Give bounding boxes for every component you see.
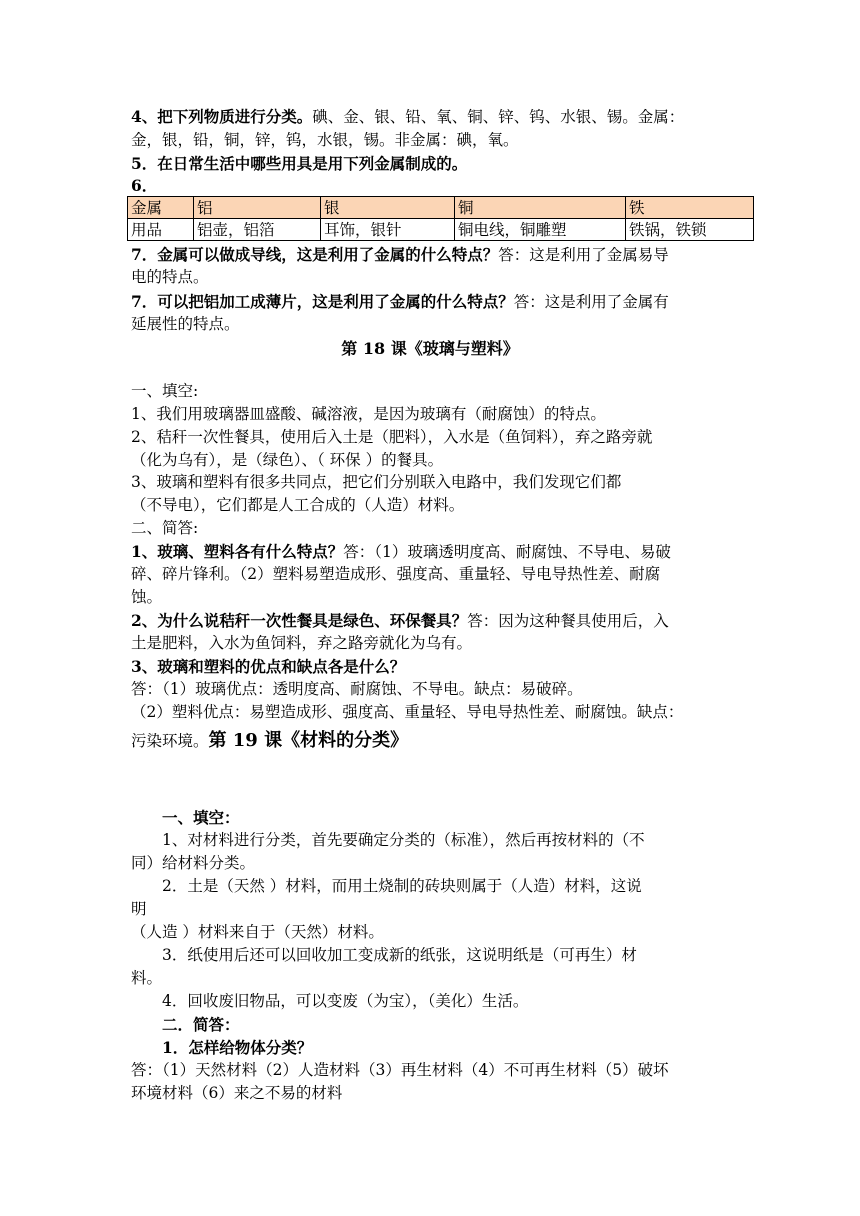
l19-question1: 1．怎样给物体分类？ bbox=[162, 1038, 313, 1057]
l18-answer1-question: 1、玻璃、塑料各有什么特点？ bbox=[131, 542, 344, 561]
l19-fill2-line3: （人造 ）材料来自于（天然）材料。 bbox=[131, 923, 384, 941]
l19-answer1-line2: 环境材料（6）来之不易的材料 bbox=[131, 1084, 343, 1102]
l19-answer1-line1: 答：（1）天然材料（2）人造材料（3）再生材料（4）不可再生材料（5）破坏 bbox=[131, 1061, 669, 1079]
metal-usage-table bbox=[127, 196, 754, 241]
lesson18-title: 第 18 课《玻璃与塑料》 bbox=[341, 339, 519, 358]
l18-fill2-line2: （化为乌有），是（绿色）、（ 环保 ）的餐具。 bbox=[131, 451, 444, 469]
table-cell: 铁锅，铁锁 bbox=[626, 219, 754, 241]
l18-answer1-line2: 碎、碎片锋利。（2）塑料易塑造成形、强度高、重量轻、导电导热性差、耐腐 bbox=[131, 565, 661, 583]
l19-section2-heading: 二．简答： bbox=[162, 1015, 240, 1034]
l18-answer3-line1: 答：（1）玻璃优点：透明度高、耐腐蚀、不导电。缺点：易破碎。 bbox=[131, 680, 583, 698]
l18-answer3-text3: 污染环境。 bbox=[131, 732, 209, 750]
l18-section2-heading: 二、简答: bbox=[131, 519, 199, 537]
l18-answer3-line2: （2）塑料优点：易塑造成形、强度高、重量轻、导电导热性差、耐腐蚀。缺点： bbox=[131, 703, 684, 721]
l18-section1-heading: 一、填空: bbox=[131, 382, 199, 400]
l18-answer2-text1: 答：因为这种餐具使用后，入 bbox=[467, 612, 669, 630]
table-header-cell: 铝 bbox=[194, 197, 321, 219]
table-cell: 铝壶，铝箔 bbox=[194, 219, 321, 241]
l18-fill3-line1: 3、玻璃和塑料有很多共同点，把它们分别联入电路中，我们发现它们都 bbox=[131, 473, 622, 491]
q7a-question: 7．金属可以做成导线，这是利用了金属的什么特点？ bbox=[131, 245, 499, 264]
l18-answer3-line3 bbox=[131, 729, 731, 753]
table-header-cell: 金属 bbox=[128, 197, 194, 219]
q7b-line1 bbox=[131, 291, 731, 313]
l18-fill3-line2: （不导电），它们都是人工合成的（人造）材料。 bbox=[131, 496, 465, 514]
table-cell: 铜电线，铜雕塑 bbox=[455, 219, 626, 241]
q7b-answer-part1: 答：这是利用了金属有 bbox=[513, 293, 669, 311]
l18-fill1: 1、我们用玻璃器皿盛酸、碱溶液，是因为玻璃有（耐腐蚀）的特点。 bbox=[131, 405, 606, 423]
l19-fill2-line1: 2．土是（天然 ）材料，而用土烧制的砖块则属于（人造）材料，这说 bbox=[162, 877, 642, 895]
l19-fill1-line1: 1、对材料进行分类，首先要确定分类的（标准），然后再按材料的（不 bbox=[162, 831, 645, 849]
l18-answer1-line3: 蚀。 bbox=[131, 588, 163, 606]
q7a-line1 bbox=[131, 244, 731, 266]
q4-question: 4、把下列物质进行分类。 bbox=[131, 107, 313, 126]
l18-answer3-question: 3、玻璃和塑料的优点和缺点各是什么？ bbox=[131, 657, 406, 676]
q4-line1 bbox=[131, 106, 731, 128]
l18-answer2-question: 2、为什么说秸秆一次性餐具是绿色、环保餐具？ bbox=[131, 611, 468, 630]
q7b-answer-part2: 延展性的特点。 bbox=[131, 315, 240, 333]
l19-fill3-line1: 3．纸使用后还可以回收加工变成新的纸张，这说明纸是（可再生）材 bbox=[162, 946, 637, 964]
q7b-question: 7．可以把铝加工成薄片，这是利用了金属的什么特点？ bbox=[131, 292, 514, 311]
l18-answer2-line2: 土是肥料，入水为鱼饲料，弃之路旁就化为乌有。 bbox=[131, 634, 473, 652]
l18-fill2-line1: 2、秸秆一次性餐具，使用后入土是（肥料），入水是（鱼饲料），弃之路旁就 bbox=[131, 428, 653, 446]
lesson19-title: 第 19 课《材料的分类》 bbox=[208, 730, 409, 751]
l19-fill4: 4．回收废旧物品，可以变废（为宝），（美化）生活。 bbox=[162, 992, 529, 1010]
q7a-answer-part2: 电的特点。 bbox=[131, 268, 209, 286]
q4-answer-part2: 金，银，铅，铜，锌，钨，水银，锡。非金属：碘，氧。 bbox=[131, 131, 519, 149]
l18-answer1-line1 bbox=[131, 541, 731, 563]
q5-question: 5．在日常生活中哪些用具是用下列金属制成的。 bbox=[131, 154, 468, 173]
table-header-cell: 银 bbox=[321, 197, 455, 219]
q4-answer-part1: 碘、金、银、铅、氧、铜、锌、钨、水银、锡。金属： bbox=[312, 108, 685, 126]
l18-answer2-line1 bbox=[131, 610, 731, 632]
l19-section1-heading: 一、填空： bbox=[162, 808, 240, 827]
table-header-cell: 铜 bbox=[455, 197, 626, 219]
l18-answer1-text1: 答：（1）玻璃透明度高、耐腐蚀、不导电、易破 bbox=[343, 543, 671, 561]
l19-fill2-line2: 明 bbox=[131, 900, 147, 918]
table-header-cell: 铁 bbox=[626, 197, 754, 219]
table-header-row bbox=[128, 197, 754, 219]
q6-label: 6． bbox=[131, 176, 158, 195]
table-cell: 用品 bbox=[128, 219, 194, 241]
q7a-answer-part1: 答：这是利用了金属易导 bbox=[498, 246, 669, 264]
l19-fill1-line2: 同）给材料分类。 bbox=[131, 854, 256, 872]
l19-fill3-line2: 料。 bbox=[131, 969, 163, 987]
table-row bbox=[128, 219, 754, 241]
table-cell: 耳饰，银针 bbox=[321, 219, 455, 241]
